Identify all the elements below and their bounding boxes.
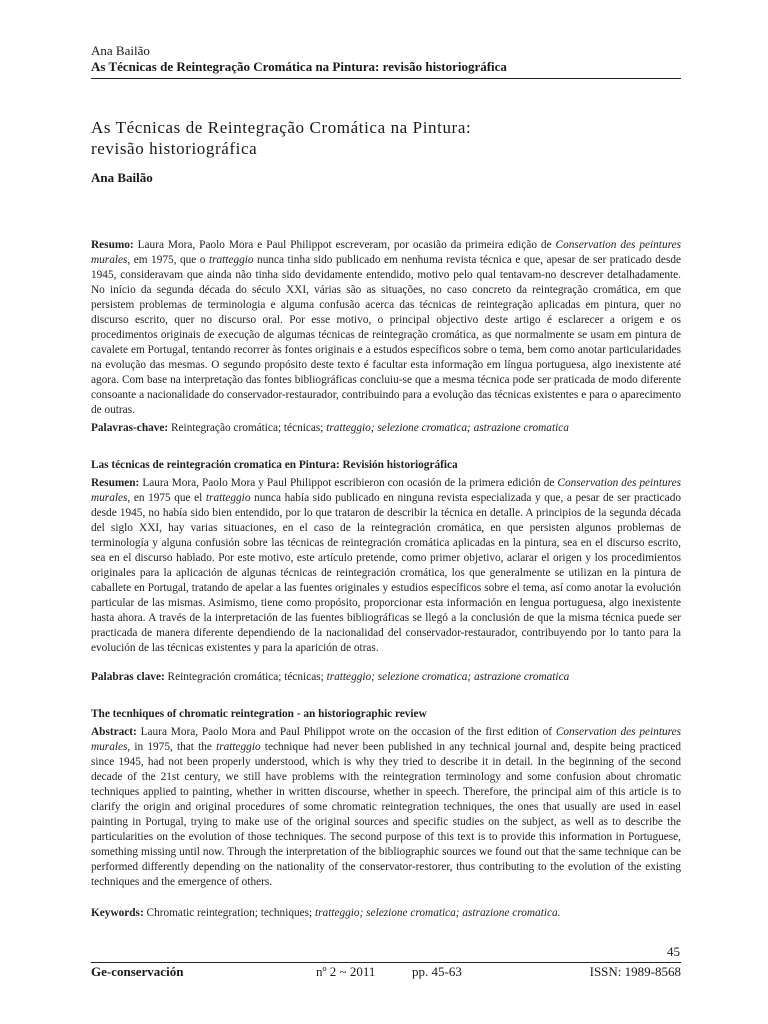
article-title-line-1: As Técnicas de Reintegração Cromática na Pintura:	[91, 118, 472, 137]
keywords-english	[91, 906, 681, 921]
spanish-title: Las técnicas de reintegración cromatica en Pintura: Revisión historiográfica	[91, 459, 458, 471]
article-title-line-2: revisão historiográfica	[91, 139, 258, 158]
page-footer	[91, 964, 681, 982]
resumen-text-3: nunca había sido publicado en ninguna revista especializada y que, a pesar de ser practicado desde 1945, no había sido bien entendido, por lo que trataron de describir la técnica en detalle. A principios de la segunda década del siglo XXI, hay varias situaciones, en el caso de la reintegración cromática, en que persisten algunos problemas de terminología y alguna confusión sobre las técnicas de reintegración cromática aplicadas en la pintura, sea en el discurso escrito, sea en el discurso hablado. Por este motivo, este artículo pretende, como primer objetivo, aclarar el origen y los procedimientos originales para la aplicación de algunas técnicas de reintegración cromática, los que generalmente se utilizan en la pintura de caballete en Portugal, tratando de apelar a las fuentes originales y estudios específicos sobre el tema, así como anotar la evolución particular de las mismas. Asimismo, tiene como propósito, proporcionar esta información en lengua portuguesa, algo inexistente hasta ahora. A través de la interpretación de las fuentes bibliográficas se llegó a la conclusión de que la misma técnica puede ser practicada de manera diferente dependiendo de la nacionalidad del conservador-restaurador, contribuyendo por lo tanto para la evolución de las técnicas existentes y para la aparición de otras.	[91, 492, 681, 654]
footer-pages: pp. 45-63	[412, 964, 462, 979]
abstract-text-3: technique had never been published in any technical journal and, despite being practiced since 1945, had not been properly understood, which is why they tried to describe it in detail. In the beginning of the second decade of the 21st century, we still have problems with the reintegration terminology and some confusion about chromatic techniques applied to painting, whether in written discourse, whether in speech. Therefore, the principal aim of this article is to clarify the origin and original procedures of some chromatic reintegration techniques, the ones that usually are used in easel painting in Portugal, trying to make use of the original sources and specific studies on the subject, as well as to describe the particularities on the evolution of those techniques. The second purpose of this text is to provide this information in Portuguese, something missing until now. Through the interpretation of the bibliographic sources we found out that the same technique can be performed differently depending on the nationality of the conservator-restorer, thus contributing to the evolution of the existing techniques and the emergence of others.	[91, 741, 681, 888]
abstract-english	[91, 725, 681, 890]
abstract-portuguese	[91, 238, 681, 418]
footer-issn: ISSN: 1989-8568	[589, 964, 681, 979]
running-head-title: As Técnicas de Reintegração Cromática na Pintura: revisão historiográfica	[91, 59, 507, 74]
palabras-italic: tratteggio; selezione cromatica; astrazione cromatica	[326, 671, 570, 683]
palavras-text: Reintegração cromática; técnicas;	[168, 422, 327, 434]
footer-issue: nº 2 ~ 2011	[316, 964, 376, 979]
running-head-author: Ana Bailão	[91, 43, 150, 58]
article-title	[91, 117, 681, 159]
palabras-label: Palabras clave:	[91, 671, 165, 683]
keywords-italic: tratteggio; selezione cromatica; astrazione cromatica.	[315, 907, 561, 919]
abstract-italic-1: Conservation des peintures murales	[91, 726, 681, 753]
palabras-text: Reintegración cromática; técnicas;	[164, 671, 327, 683]
keywords-label: Keywords:	[91, 907, 144, 919]
resumen-text-2: , en 1975 que el	[127, 492, 206, 504]
keywords-spanish	[91, 670, 681, 685]
article-author: Ana Bailão	[91, 170, 153, 185]
resumo-text-1: Laura Mora, Paolo Mora e Paul Philippot escreveram, por ocasião da primeira edição de	[133, 239, 556, 251]
page-number: 45	[667, 944, 680, 959]
keywords-portuguese	[91, 421, 681, 436]
resumo-italic-1: Conservation des peintures murales	[91, 239, 681, 266]
footer-journal-name: Ge-conservación	[91, 964, 184, 979]
resumen-italic-2: tratteggio	[205, 492, 251, 504]
keywords-text: Chromatic reintegration; techniques;	[143, 907, 316, 919]
resumo-text-2: , em 1975, que o	[127, 254, 209, 266]
resumen-italic-1: Conservation des peintures murales	[91, 477, 681, 504]
resumo-italic-2: tratteggio	[208, 254, 254, 266]
resumen-text-1: Laura Mora, Paolo Mora y Paul Philippot escribieron con ocasión de la primera edición de	[139, 477, 558, 489]
footer-divider	[91, 962, 681, 963]
palavras-italic: tratteggio; selezione cromatica; astrazione cromatica	[326, 422, 569, 434]
abstract-spanish	[91, 476, 681, 656]
english-title: The tecnhiques of chromatic reintegration - an historiographic review	[91, 708, 427, 720]
abstract-text-2: , in 1975, that the	[127, 741, 217, 753]
resumo-text-3: nunca tinha sido publicado em nenhuma revista técnica e que, apesar de ser praticado desde 1945, consideravam que ainda não tinha sido devidamente entendido, motivo pelo qual tentavam-no descrever detalhadamente. No início da segunda década do século XXI, várias são as situações, no caso concreto da reintegração cromática, em que persistem problemas de terminologia e alguma confusão acerca das técnicas de reintegração aplicadas em pintura, quer no discurso escrito, quer no discurso oral. Por esse motivo, o principal objectivo deste artigo é esclarecer a origem e os procedimentos originais de execução de algumas técnicas de reintegração cromática, as que normalmente se usam em pintura de cavalete em Portugal, tentando recorrer às fontes originais e a estudos específicos sobre o tema, bem como anotar particularidades na evolução das mesmas. O segundo propósito deste texto é facultar esta informação em língua portuguesa, algo inexistente até agora. Com base na interpretação das fontes bibliográficas concluiu-se que a mesma técnica pode ser praticada de modo diferente consoante a nacionalidade do conservador-restaurador, contribuindo para a evolução das técnicas existentes e para o aparecimento de outras.	[91, 254, 681, 416]
abstract-text-1: Laura Mora, Paolo Mora and Paul Philippot wrote on the occasion of the first edition of	[136, 726, 556, 738]
abstract-label: Abstract:	[91, 726, 137, 738]
resumen-label: Resumen:	[91, 477, 140, 489]
abstract-italic-2: tratteggio	[216, 741, 261, 753]
resumo-label: Resumo:	[91, 239, 134, 251]
header-divider	[91, 78, 681, 79]
palavras-label: Palavras-chave:	[91, 422, 169, 434]
running-head	[91, 43, 681, 75]
